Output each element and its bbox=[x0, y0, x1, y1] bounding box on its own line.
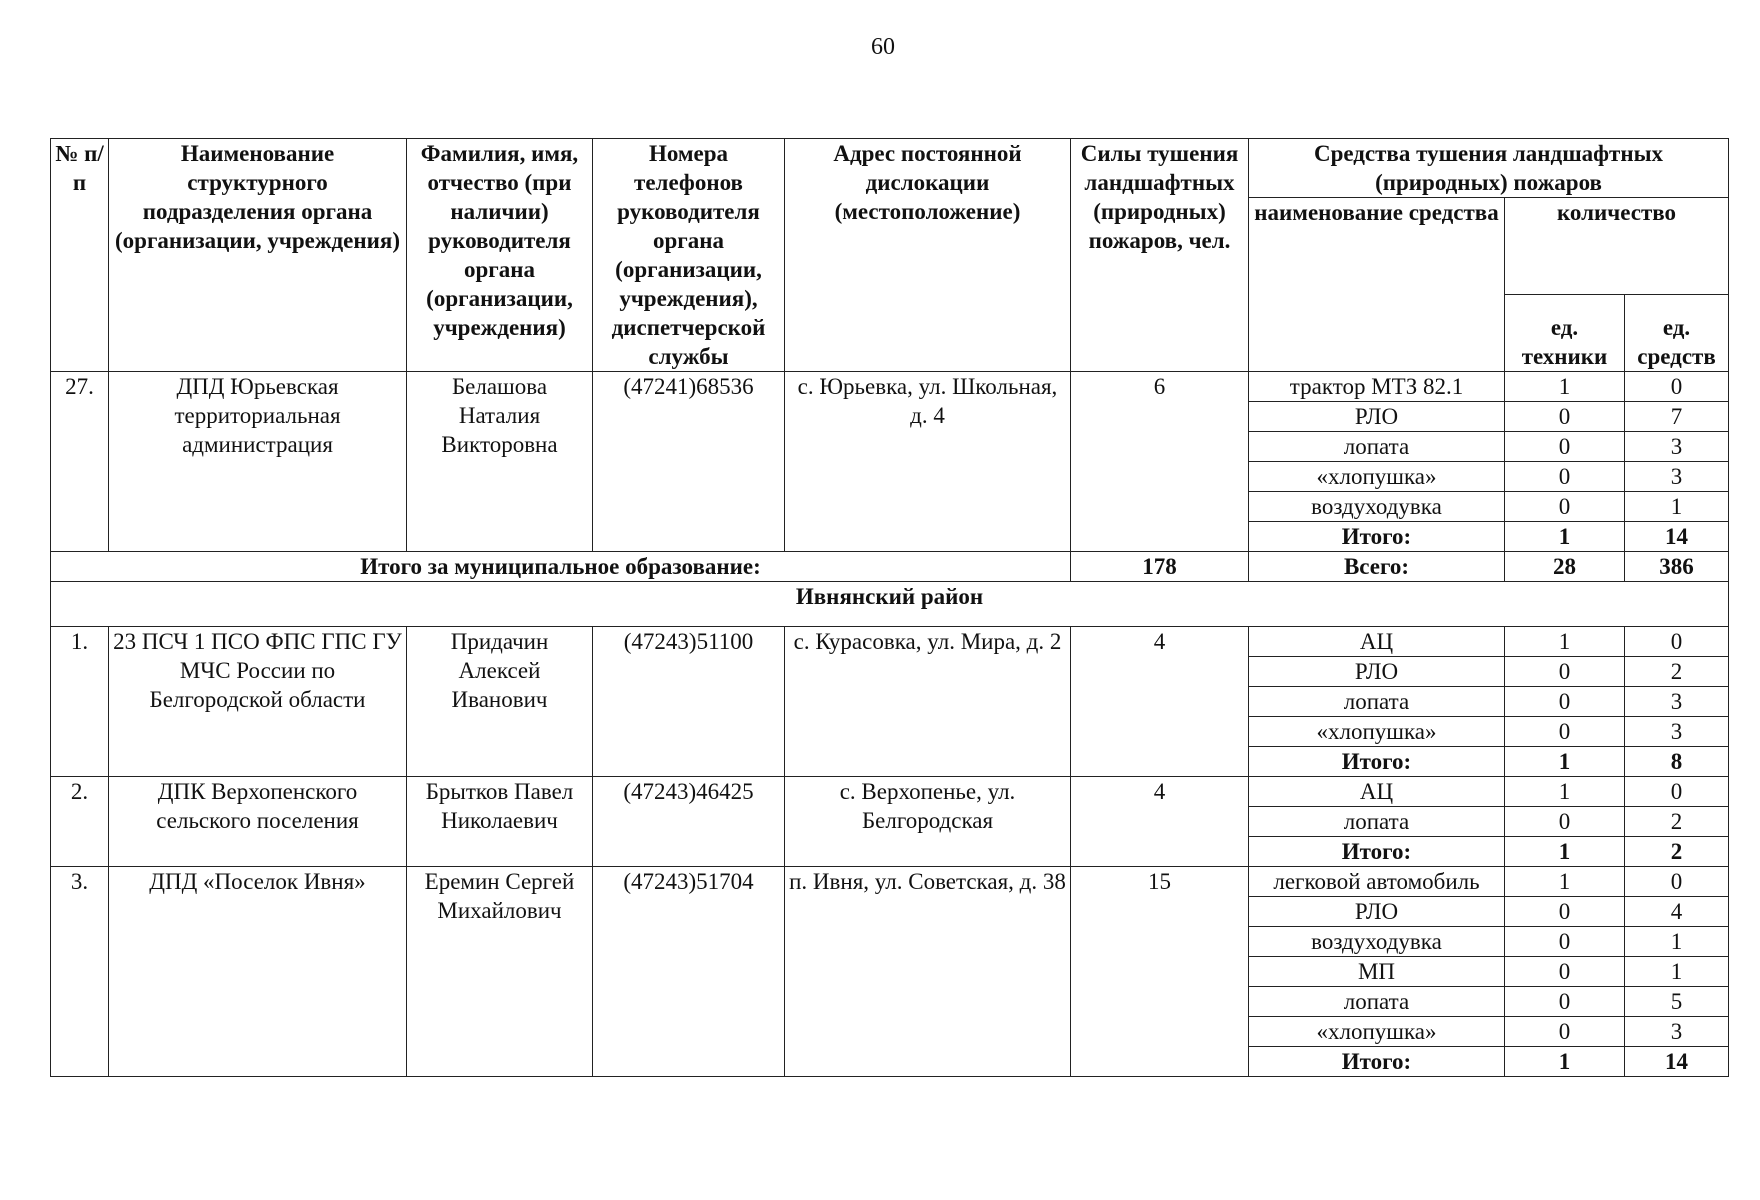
means-name-cell: «хлопушка» bbox=[1249, 717, 1505, 747]
address-cell: с. Юрьевка, ул. Школьная, д. 4 bbox=[785, 372, 1071, 552]
municipal-total-row bbox=[51, 552, 1729, 582]
means-tech-count: 1 bbox=[1505, 372, 1625, 402]
means-name-cell: РЛО bbox=[1249, 897, 1505, 927]
address-cell: с. Верхопенье, ул. Белгородская bbox=[785, 777, 1071, 867]
means-units-count: 3 bbox=[1625, 432, 1729, 462]
subtotal-label: Итого: bbox=[1249, 747, 1505, 777]
forces-cell: 4 bbox=[1071, 777, 1249, 867]
fire-forces-table bbox=[50, 138, 1729, 1077]
means-units-count: 4 bbox=[1625, 897, 1729, 927]
table-row bbox=[51, 777, 1729, 807]
means-name-cell: воздуходувка bbox=[1249, 492, 1505, 522]
org-name-cell: ДПД Юрьевская территориальная администрация bbox=[109, 372, 407, 552]
phone-cell: (47243)46425 bbox=[593, 777, 785, 867]
org-name-cell: 23 ПСЧ 1 ПСО ФПС ГПС ГУ МЧС России по Белгородской области bbox=[109, 627, 407, 777]
means-tech-count: 1 bbox=[1505, 627, 1625, 657]
table-row bbox=[51, 627, 1729, 657]
address-cell: с. Курасовка, ул. Мира, д. 2 bbox=[785, 627, 1071, 777]
means-units-count: 0 bbox=[1625, 777, 1729, 807]
subtotal-label: Итого: bbox=[1249, 522, 1505, 552]
means-tech-count: 0 bbox=[1505, 897, 1625, 927]
phone-cell: (47241)68536 bbox=[593, 372, 785, 552]
header-address: Адрес постоянной дислокации (местоположение) bbox=[785, 139, 1071, 372]
means-units-count: 7 bbox=[1625, 402, 1729, 432]
subtotal-label: Итого: bbox=[1249, 1047, 1505, 1077]
municipal-total-means: 386 bbox=[1625, 552, 1729, 582]
section-row bbox=[51, 582, 1729, 627]
means-tech-count: 0 bbox=[1505, 717, 1625, 747]
subtotal-tech: 1 bbox=[1505, 747, 1625, 777]
means-units-count: 3 bbox=[1625, 717, 1729, 747]
means-tech-count: 1 bbox=[1505, 867, 1625, 897]
municipal-total-tech: 28 bbox=[1505, 552, 1625, 582]
means-units-count: 2 bbox=[1625, 807, 1729, 837]
means-units-count: 2 bbox=[1625, 657, 1729, 687]
header-org-name: Наименование структурного подразделения органа (организации, учреждения) bbox=[109, 139, 407, 372]
means-tech-count: 0 bbox=[1505, 402, 1625, 432]
header-head-name: Фамилия, имя, отчество (при наличии) руководителя органа (организации, учреждения) bbox=[407, 139, 593, 372]
header-row bbox=[51, 139, 1729, 198]
means-units-count: 0 bbox=[1625, 867, 1729, 897]
means-units-count: 0 bbox=[1625, 627, 1729, 657]
phone-cell: (47243)51100 bbox=[593, 627, 785, 777]
means-tech-count: 0 bbox=[1505, 492, 1625, 522]
means-tech-count: 0 bbox=[1505, 462, 1625, 492]
means-units-count: 0 bbox=[1625, 372, 1729, 402]
forces-cell: 4 bbox=[1071, 627, 1249, 777]
header-quantity: количество bbox=[1505, 198, 1729, 295]
means-tech-count: 0 bbox=[1505, 987, 1625, 1017]
means-tech-count: 1 bbox=[1505, 777, 1625, 807]
municipal-total-all-label: Всего: bbox=[1249, 552, 1505, 582]
table-row bbox=[51, 372, 1729, 402]
means-name-cell: «хлопушка» bbox=[1249, 462, 1505, 492]
header-means: Средства тушения ландшафтных (природных) пожаров bbox=[1249, 139, 1729, 198]
means-tech-count: 0 bbox=[1505, 1017, 1625, 1047]
header-phones: Номера телефонов руководителя органа (организации, учреждения), диспетчерской службы bbox=[593, 139, 785, 372]
means-name-cell: РЛО bbox=[1249, 402, 1505, 432]
head-name-cell: Еремин Сергей Михайлович bbox=[407, 867, 593, 1077]
subtotal-tech: 1 bbox=[1505, 1047, 1625, 1077]
head-name-cell: Белашова Наталия Викторовна bbox=[407, 372, 593, 552]
header-num: № п/п bbox=[51, 139, 109, 372]
means-name-cell: лопата bbox=[1249, 987, 1505, 1017]
means-tech-count: 0 bbox=[1505, 957, 1625, 987]
row-number: 1. bbox=[51, 627, 109, 777]
header-units-means: ед. средств bbox=[1625, 295, 1729, 372]
subtotal-tech: 1 bbox=[1505, 522, 1625, 552]
forces-cell: 15 bbox=[1071, 867, 1249, 1077]
means-name-cell: лопата bbox=[1249, 687, 1505, 717]
means-name-cell: воздуходувка bbox=[1249, 927, 1505, 957]
means-name-cell: РЛО bbox=[1249, 657, 1505, 687]
subtotal-means: 2 bbox=[1625, 837, 1729, 867]
means-tech-count: 0 bbox=[1505, 432, 1625, 462]
subtotal-tech: 1 bbox=[1505, 837, 1625, 867]
means-units-count: 1 bbox=[1625, 492, 1729, 522]
org-name-cell: ДПД «Поселок Ивня» bbox=[109, 867, 407, 1077]
section-title: Ивнянский район bbox=[51, 582, 1729, 627]
means-tech-count: 0 bbox=[1505, 807, 1625, 837]
table-row bbox=[51, 867, 1729, 897]
means-name-cell: АЦ bbox=[1249, 627, 1505, 657]
means-name-cell: лопата bbox=[1249, 432, 1505, 462]
subtotal-means: 8 bbox=[1625, 747, 1729, 777]
means-name-cell: АЦ bbox=[1249, 777, 1505, 807]
address-cell: п. Ивня, ул. Советская, д. 38 bbox=[785, 867, 1071, 1077]
subtotal-label: Итого: bbox=[1249, 837, 1505, 867]
means-units-count: 1 bbox=[1625, 927, 1729, 957]
means-units-count: 3 bbox=[1625, 687, 1729, 717]
row-number: 3. bbox=[51, 867, 109, 1077]
means-name-cell: «хлопушка» bbox=[1249, 1017, 1505, 1047]
means-units-count: 3 bbox=[1625, 462, 1729, 492]
header-forces: Силы тушения ландшафтных (природных) пожаров, чел. bbox=[1071, 139, 1249, 372]
means-tech-count: 0 bbox=[1505, 657, 1625, 687]
subtotal-means: 14 bbox=[1625, 1047, 1729, 1077]
municipal-total-label: Итого за муниципальное образование: bbox=[51, 552, 1071, 582]
means-units-count: 5 bbox=[1625, 987, 1729, 1017]
forces-cell: 6 bbox=[1071, 372, 1249, 552]
row-number: 27. bbox=[51, 372, 109, 552]
means-units-count: 3 bbox=[1625, 1017, 1729, 1047]
means-tech-count: 0 bbox=[1505, 687, 1625, 717]
means-name-cell: лопата bbox=[1249, 807, 1505, 837]
means-name-cell: трактор МТЗ 82.1 bbox=[1249, 372, 1505, 402]
page-number: 60 bbox=[871, 34, 895, 60]
means-units-count: 1 bbox=[1625, 957, 1729, 987]
head-name-cell: Брытков Павел Николаевич bbox=[407, 777, 593, 867]
row-number: 2. bbox=[51, 777, 109, 867]
subtotal-means: 14 bbox=[1625, 522, 1729, 552]
org-name-cell: ДПК Верхопенского сельского поселения bbox=[109, 777, 407, 867]
means-name-cell: МП bbox=[1249, 957, 1505, 987]
head-name-cell: Придачин Алексей Иванович bbox=[407, 627, 593, 777]
means-name-cell: легковой автомобиль bbox=[1249, 867, 1505, 897]
means-tech-count: 0 bbox=[1505, 927, 1625, 957]
header-units-tech: ед. техники bbox=[1505, 295, 1625, 372]
header-means-name: наименование средства bbox=[1249, 198, 1505, 372]
municipal-total-forces: 178 bbox=[1071, 552, 1249, 582]
phone-cell: (47243)51704 bbox=[593, 867, 785, 1077]
